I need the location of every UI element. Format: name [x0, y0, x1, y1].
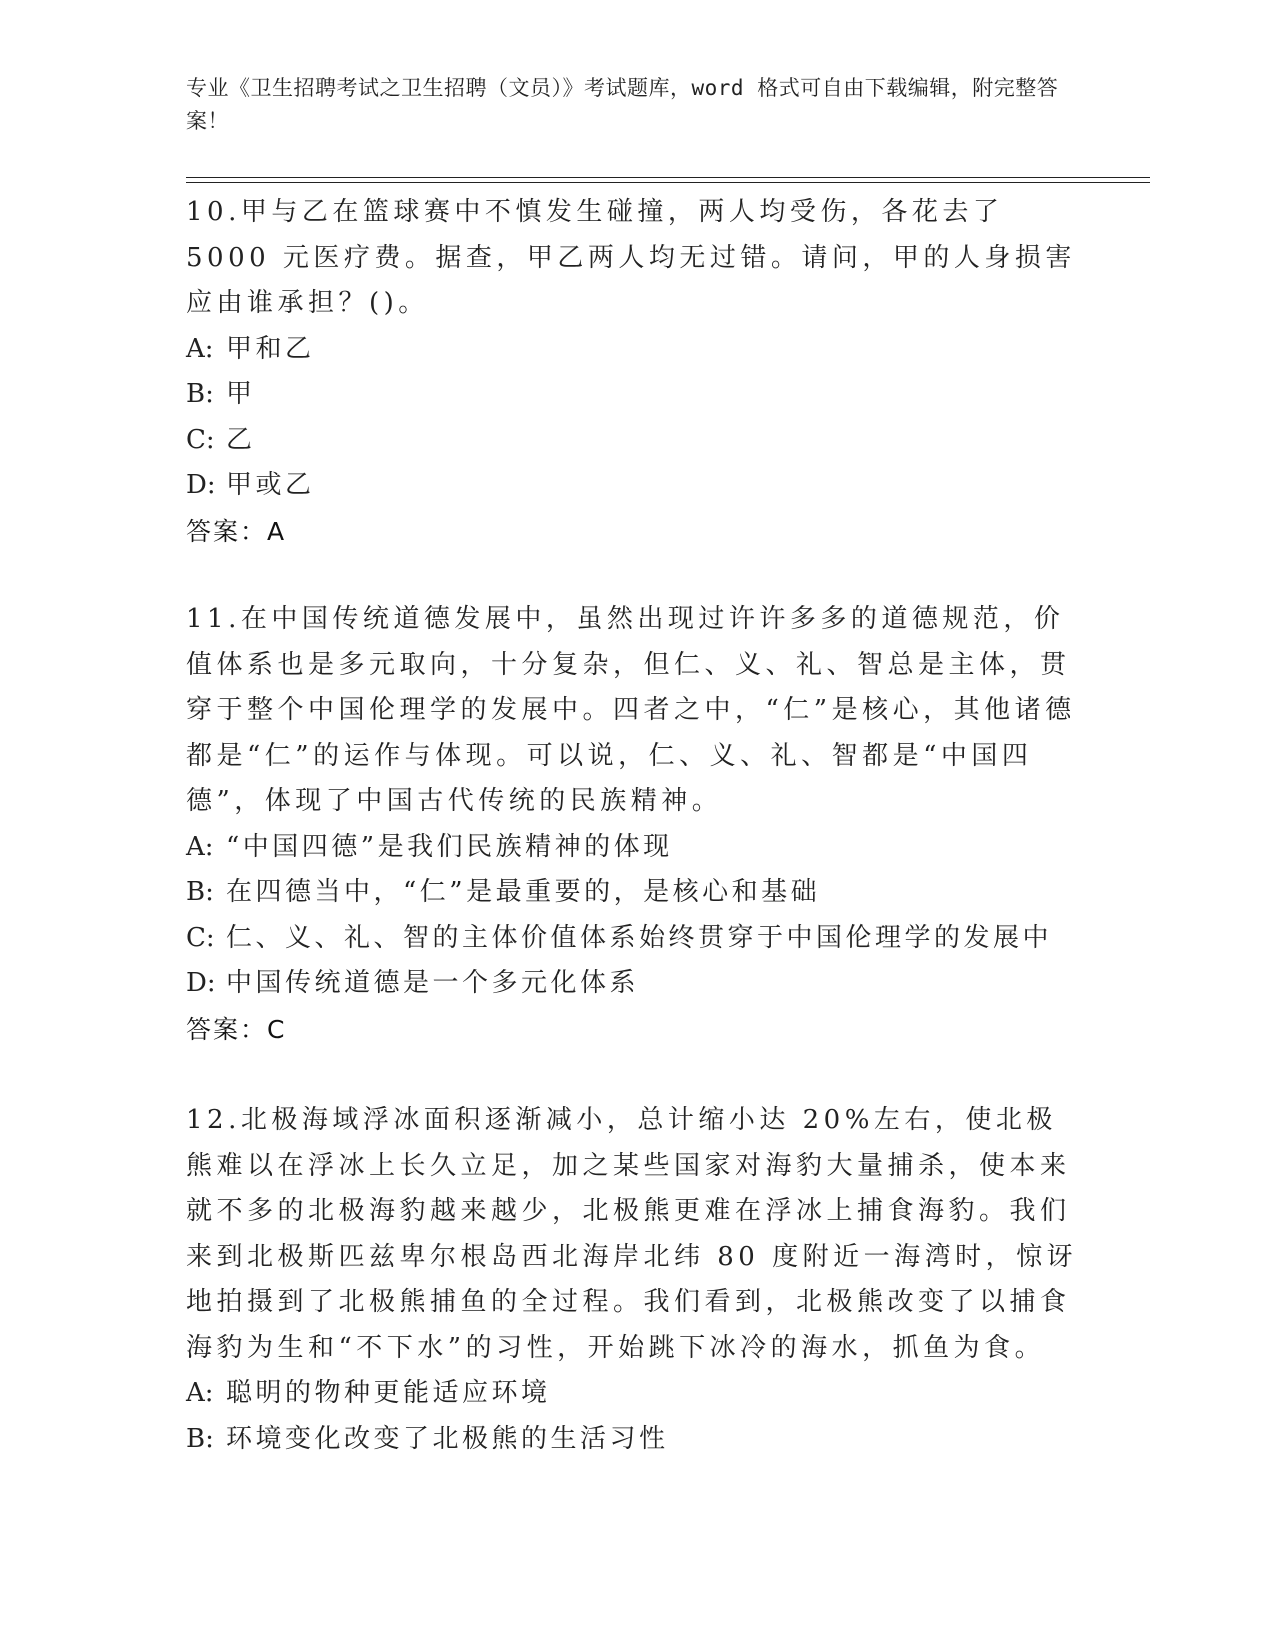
option-b: [186, 870, 1086, 916]
question-text: 10.甲与乙在篮球赛中不慎发生碰撞，两人均受伤，各花去了 5000 元医疗费。据查，甲乙两人均无过错。请问，甲的人身损害应由谁承担？()。: [186, 197, 1076, 318]
option-key: A:: [186, 1378, 214, 1408]
document-header: [186, 72, 1066, 138]
option-key: A:: [186, 333, 214, 364]
option-b: [186, 372, 1086, 418]
option-text: 中国传统道德是一个多元化体系: [226, 968, 640, 998]
option-b: [186, 1417, 1086, 1463]
option-text: 甲或乙: [226, 470, 315, 500]
option-d: [186, 961, 1086, 1007]
question-12: [186, 1098, 1086, 1462]
option-key: D:: [186, 968, 216, 998]
option-key: B:: [186, 877, 214, 907]
option-c: [186, 916, 1086, 962]
answer-line: 答案：A: [186, 516, 287, 546]
option-a: [186, 327, 1086, 373]
option-text: 在四德当中，“仁”是最重要的，是核心和基础: [226, 877, 821, 907]
option-a: [186, 1371, 1086, 1417]
option-key: B:: [186, 379, 214, 409]
question-10: [186, 190, 1086, 554]
header-rule-bottom: [186, 182, 1150, 183]
question-11: [186, 597, 1086, 1052]
header-text: 专业《卫生招聘考试之卫生招聘（文员）》考试题库，word 格式可自由下载编辑，附完整答案！: [186, 76, 1059, 133]
option-text: “中国四德”是我们民族精神的体现: [226, 831, 673, 862]
option-a: [186, 825, 1086, 871]
answer-line: 答案：C: [186, 1014, 287, 1044]
option-text: 环境变化改变了北极熊的生活习性: [226, 1423, 669, 1454]
option-text: 仁、义、礼、智的主体价值体系始终贯穿于中国伦理学的发展中: [226, 922, 1053, 953]
option-key: C:: [186, 424, 215, 455]
option-text: 乙: [226, 424, 256, 455]
header-rule-top: [186, 177, 1150, 178]
option-key: D:: [186, 470, 216, 500]
option-key: B:: [186, 1423, 214, 1454]
question-text: 11.在中国传统道德发展中，虽然出现过许许多多的道德规范，价值体系也是多元取向，十分复杂，但仁、义、礼、智总是主体，贯穿于整个中国伦理学的发展中。四者之中，“仁”是核心，其他诸德都是“仁”的运作与体现。可以说，仁、义、礼、智都是“中国四德”，体现了中国古代传统的民族精神。: [186, 604, 1076, 816]
option-key: A:: [186, 831, 214, 862]
option-key: C:: [186, 922, 215, 953]
option-d: [186, 463, 1086, 509]
option-c: [186, 418, 1086, 464]
option-text: 聪明的物种更能适应环境: [226, 1378, 551, 1408]
option-text: 甲: [226, 379, 256, 409]
option-text: 甲和乙: [226, 333, 315, 364]
question-text: 12.北极海域浮冰面积逐渐减小，总计缩小达 20%左右，使北极熊难以在浮冰上长久立足，加之某些国家对海豹大量捕杀，使本来就不多的北极海豹越来越少，北极熊更难在浮冰上捕食海豹。我们来到北极斯匹兹卑尔根岛西北海岸北纬 80 度附近一海湾时，惊讶地拍摄到了北极熊捕鱼的全过程。我们看到，北极熊改变了以捕食海豹为生和“不下水”的习性，开始跳下冰冷的海水，抓鱼为食。: [186, 1105, 1078, 1363]
